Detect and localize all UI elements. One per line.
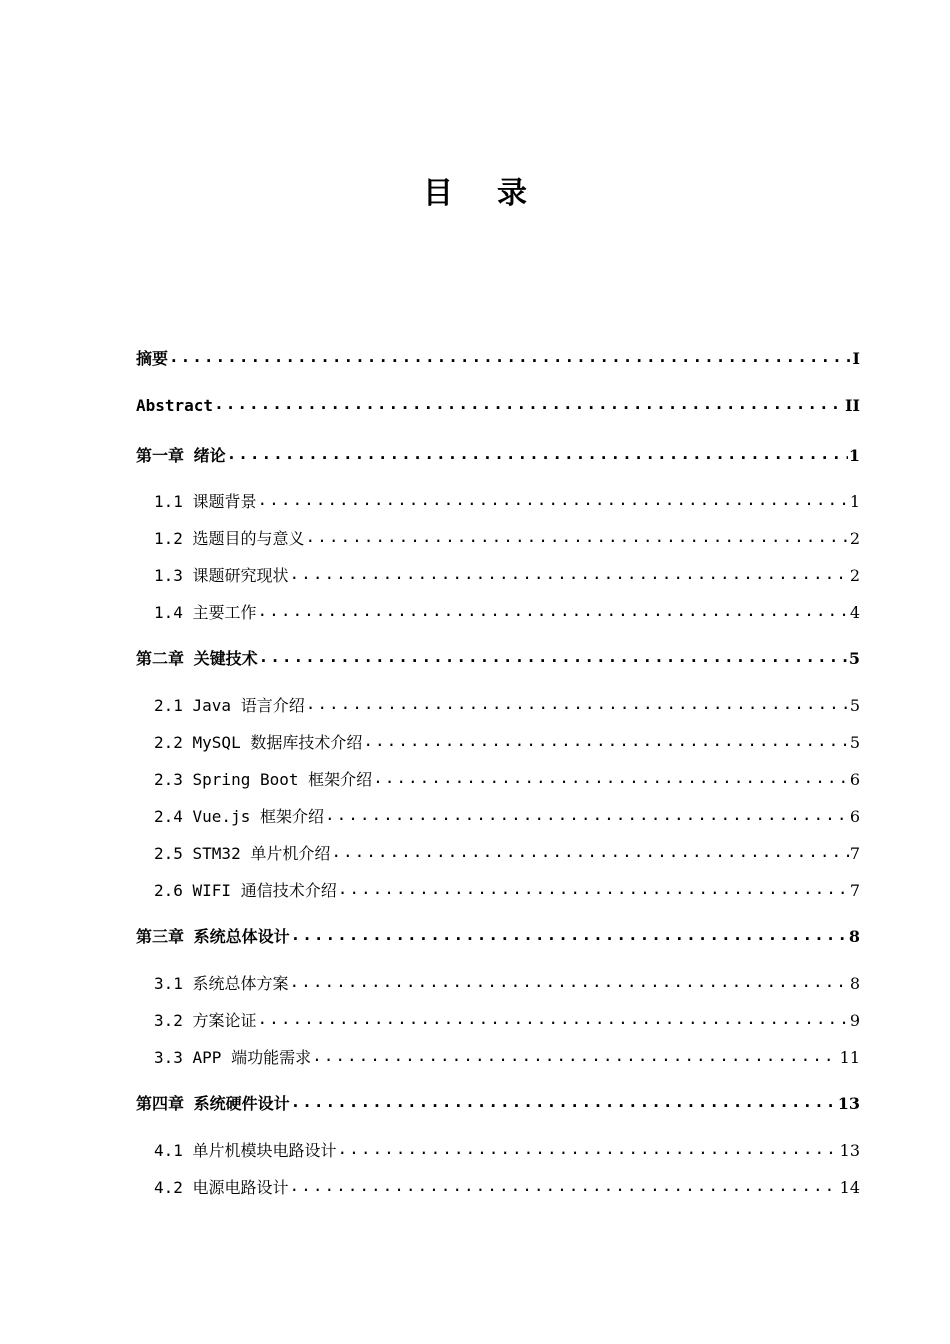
toc-entry-label: 第一章 绪论: [136, 446, 226, 465]
toc-page-number: 7: [849, 844, 860, 863]
toc-entry-label: 2.4 Vue.js 框架介绍: [154, 807, 324, 826]
toc-leader-dots: [331, 843, 848, 859]
toc-entry-label: 2.1 Java 语言介绍: [154, 696, 305, 715]
toc-page-number: 1: [849, 492, 860, 511]
toc-page-number: 13: [839, 1141, 860, 1160]
toc-page-number: 14: [839, 1178, 860, 1197]
toc-leader-dots: [214, 395, 844, 411]
toc-leader-dots: [338, 880, 849, 896]
toc-leader-dots: [258, 491, 849, 507]
toc-entry-abstract-en[interactable]: [136, 395, 860, 415]
title-char-2: 录: [497, 176, 527, 211]
toc-entry-section-1-3[interactable]: [136, 563, 860, 586]
toc-entry-section-2-3[interactable]: [136, 767, 860, 790]
toc-leader-dots: [258, 602, 849, 618]
toc-page-number: 4: [849, 603, 860, 622]
toc-entry-label: 3.2 方案论证: [154, 1011, 257, 1030]
toc-entry-chapter-2[interactable]: [136, 646, 860, 669]
toc-page-number: 8: [848, 927, 860, 946]
toc-entry-chapter-3[interactable]: [136, 924, 860, 947]
toc-leader-dots: [290, 565, 849, 581]
toc-entry-section-1-1[interactable]: [136, 489, 860, 512]
toc-entry-section-2-2[interactable]: [136, 730, 860, 753]
page-title: [0, 168, 950, 212]
toc-entry-chapter-4[interactable]: [136, 1091, 860, 1114]
toc-entry-label: 2.2 MySQL 数据库技术介绍: [154, 733, 363, 752]
toc-page-number: 2: [849, 529, 860, 548]
toc-page-number: 6: [849, 770, 860, 789]
toc-leader-dots: [325, 806, 849, 822]
toc-page-number: 1: [848, 446, 860, 465]
toc-page-number: 2: [849, 566, 860, 585]
toc-entry-section-1-2[interactable]: [136, 526, 860, 549]
toc-leader-dots: [290, 973, 849, 989]
toc-leader-dots: [306, 528, 849, 544]
toc-entry-section-4-1[interactable]: [136, 1138, 860, 1161]
toc-leader-dots: [306, 695, 849, 711]
toc-leader-dots: [338, 1140, 839, 1156]
toc-leader-dots: [363, 732, 848, 748]
toc-entry-label: 3.1 系统总体方案: [154, 974, 289, 993]
toc-entry-label: 4.2 电源电路设计: [154, 1178, 289, 1197]
toc-entry-label: 摘要: [136, 349, 169, 368]
toc-entry-section-4-2[interactable]: [136, 1175, 860, 1198]
toc-entry-section-3-1[interactable]: [136, 971, 860, 994]
toc-entry-label: 1.3 课题研究现状: [154, 566, 289, 585]
toc-entry-label: Abstract: [136, 396, 214, 415]
toc-page-number: 9: [849, 1011, 860, 1030]
toc-leader-dots: [373, 769, 849, 785]
toc-page-number: 5: [849, 696, 860, 715]
toc-page-number: I: [852, 349, 860, 368]
toc-leader-dots: [259, 648, 848, 664]
toc-entry-label: 第二章 关键技术: [136, 649, 258, 668]
title-char-1: 目: [423, 176, 453, 211]
toc-page-number: 6: [849, 807, 860, 826]
toc-entry-section-3-3[interactable]: [136, 1045, 860, 1068]
toc-entry-label: 3.3 APP 端功能需求: [154, 1048, 312, 1067]
toc-entry-label: 1.2 选题目的与意义: [154, 529, 305, 548]
toc-page-number: 13: [837, 1094, 860, 1113]
toc-entry-label: 2.6 WIFI 通信技术介绍: [154, 881, 337, 900]
toc-leader-dots: [227, 445, 848, 461]
toc-entry-abstract-cn[interactable]: [136, 346, 860, 369]
toc-entry-section-2-4[interactable]: [136, 804, 860, 827]
toc-entry-section-2-1[interactable]: [136, 693, 860, 716]
toc-page-number: 11: [839, 1048, 860, 1067]
toc-page-number: 5: [849, 733, 860, 752]
toc-entry-chapter-1[interactable]: [136, 443, 860, 466]
toc-page-number: II: [845, 396, 860, 415]
toc-entry-label: 2.3 Spring Boot 框架介绍: [154, 770, 373, 789]
toc-entry-section-2-6[interactable]: [136, 878, 860, 901]
toc-page-number: 7: [849, 881, 860, 900]
toc-leader-dots: [312, 1047, 839, 1063]
toc-entry-label: 1.4 主要工作: [154, 603, 257, 622]
toc-entry-section-3-2[interactable]: [136, 1008, 860, 1031]
toc-entry-section-1-4[interactable]: [136, 600, 860, 623]
toc-leader-dots: [291, 926, 848, 942]
toc-page-number: 5: [848, 649, 860, 668]
toc-leader-dots: [169, 348, 852, 364]
toc-leader-dots: [290, 1177, 839, 1193]
toc-leader-dots: [258, 1010, 849, 1026]
toc-entry-label: 第三章 系统总体设计: [136, 927, 290, 946]
toc-entry-label: 4.1 单片机模块电路设计: [154, 1141, 337, 1160]
toc-leader-dots: [291, 1093, 837, 1109]
toc-entry-section-2-5[interactable]: [136, 841, 860, 864]
toc-entry-label: 2.5 STM32 单片机介绍: [154, 844, 331, 863]
toc-page-number: 8: [849, 974, 860, 993]
toc-entry-label: 第四章 系统硬件设计: [136, 1094, 290, 1113]
toc-entry-label: 1.1 课题背景: [154, 492, 257, 511]
